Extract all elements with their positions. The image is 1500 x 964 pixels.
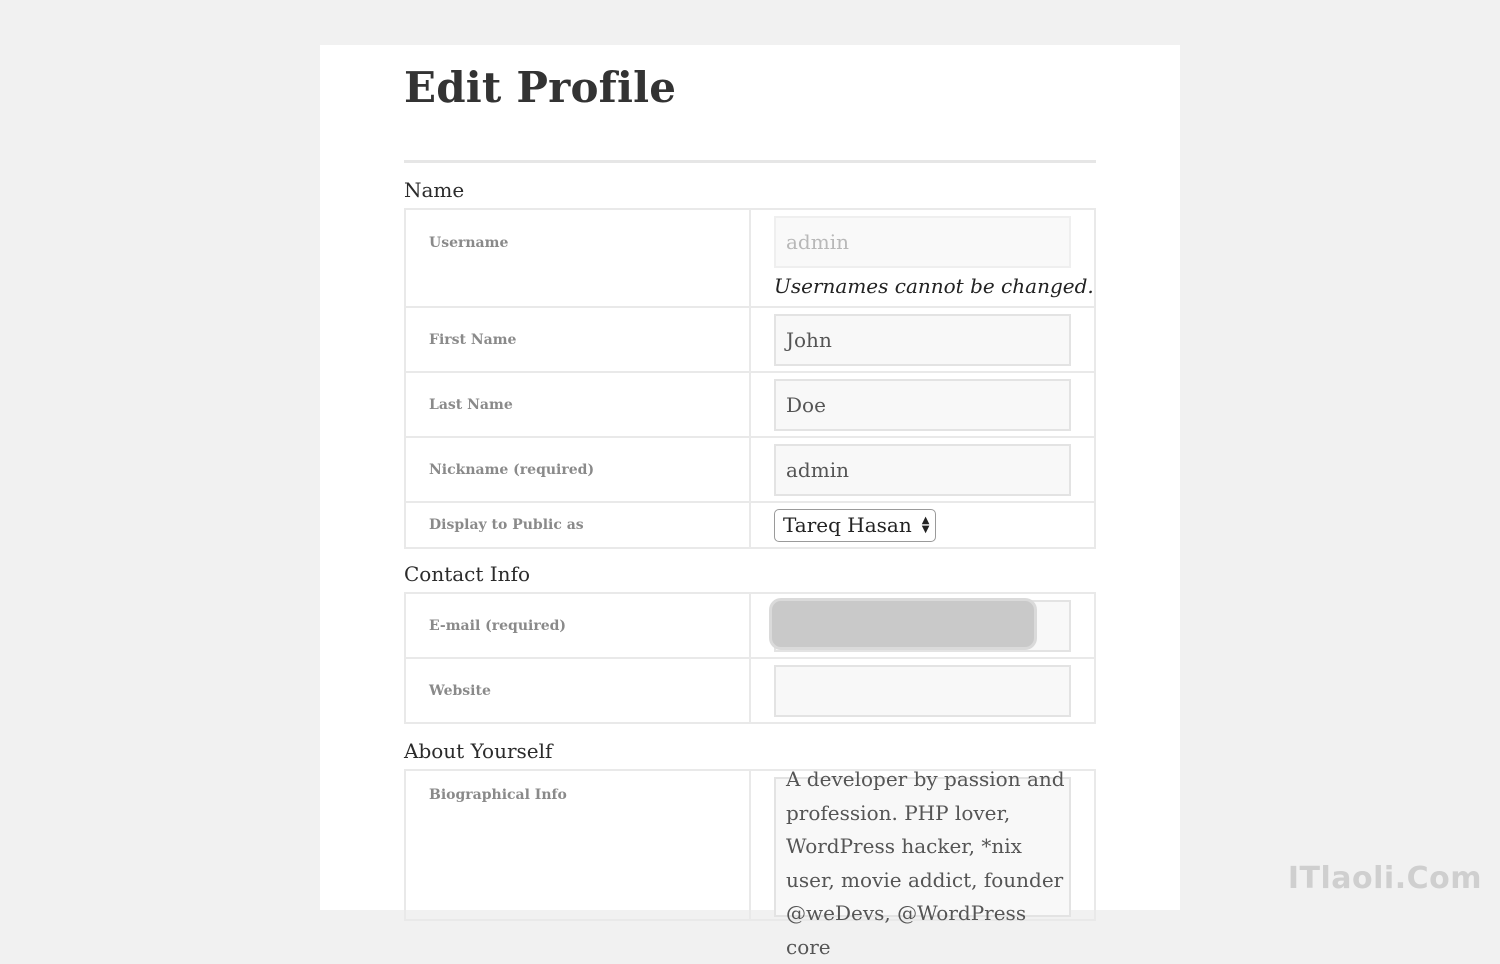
username-note: Usernames cannot be changed. — [774, 274, 1094, 298]
nickname-input[interactable]: admin — [774, 444, 1071, 496]
bio-textarea[interactable] — [774, 767, 1071, 959]
bio-text: A developer by passion and profession. PHP lover, WordPress hacker, *nix user, movie addict, founder @weDevs, @WordPress core — [786, 767, 1071, 959]
watermark: ITlaoli.Com — [1287, 861, 1482, 896]
display-name-selected: Tareq Hasan — [783, 513, 912, 537]
last-name-row — [405, 372, 1095, 437]
nickname-row — [405, 437, 1095, 502]
updown-arrows-icon: ▲ ▼ — [921, 515, 930, 535]
profile-card — [320, 45, 1180, 959]
page-title: Edit Profile — [404, 63, 677, 112]
username-input: admin — [774, 216, 1071, 268]
last-name-input[interactable]: Doe — [774, 379, 1071, 431]
display-name-label: Display to Public as — [429, 517, 584, 533]
email-row — [405, 593, 1095, 658]
nickname-label: Nickname (required) — [429, 461, 595, 478]
section-title-contact: Contact Info — [404, 562, 531, 586]
last-name-label: Last Name — [429, 396, 513, 413]
website-label: Website — [429, 682, 491, 699]
redacted-overlay — [769, 598, 1037, 650]
divider — [404, 160, 1096, 163]
about-table — [404, 767, 1096, 959]
username-row — [405, 209, 1095, 307]
website-row — [405, 658, 1095, 723]
email-label: E-mail (required) — [429, 617, 567, 634]
bio-row — [405, 770, 1095, 920]
section-title-name: Name — [404, 178, 465, 202]
name-table — [404, 208, 1096, 549]
first-name-label: First Name — [429, 331, 517, 348]
first-name-row — [405, 307, 1095, 372]
bio-label: Biographical Info — [429, 787, 567, 803]
contact-table — [404, 592, 1096, 724]
display-name-row — [405, 502, 1095, 548]
username-label: Username — [429, 235, 509, 251]
section-title-about: About Yourself — [404, 739, 553, 763]
website-input[interactable] — [774, 665, 1071, 717]
first-name-input[interactable]: John — [774, 314, 1071, 366]
display-name-select[interactable] — [774, 509, 936, 542]
